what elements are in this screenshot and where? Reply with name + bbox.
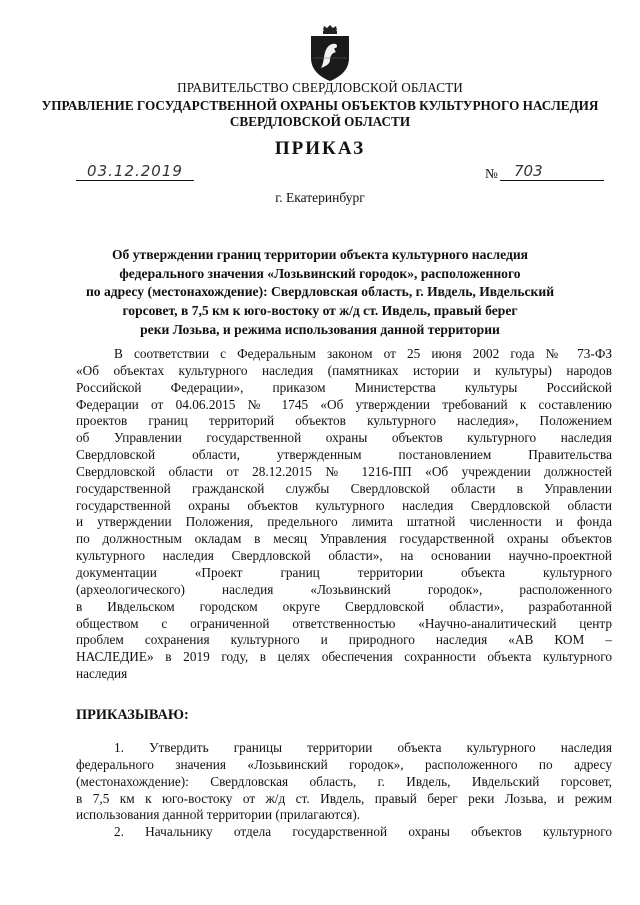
coat-of-arms-icon	[305, 24, 355, 82]
body-line: (археологического) наследия «Лозьвинский городок», расположенного	[76, 581, 612, 597]
preamble-paragraph	[76, 346, 612, 683]
department-name	[0, 98, 640, 129]
subject-line: горсовет, в 7,5 км к юго-востоку от ж/д ст. Ивдель, правый берег	[122, 303, 518, 319]
item-line: использования данной территории (прилагаются).	[76, 807, 361, 823]
order-heading: ПРИКАЗЫВАЮ:	[76, 707, 189, 723]
body-line: обществом с ограниченной ответственностью «Научно-аналитический центр	[76, 615, 612, 631]
body-line: государственной гражданской службы Свердловской области в Управлении	[76, 480, 612, 496]
body-line: Свердловской области, утвержденным постановлением Правительства	[76, 447, 612, 463]
body-line: государственной охраны объектов культурного наследия Свердловской области	[76, 497, 612, 513]
body-line: В соответствии с Федеральным законом от 25 июня 2002 года № 73-ФЗ	[114, 346, 612, 361]
document-number: 703	[500, 162, 604, 181]
subject-line: по адресу (местонахождение): Свердловская область, г. Ивдель, Ивдельский	[85, 284, 555, 300]
body-line: Российской Федерации», приказом Министерства культуры Российской	[76, 379, 612, 395]
city: г. Екатеринбург	[275, 190, 365, 205]
order-items	[76, 740, 612, 841]
body-line: Свердловской области от 28.12.2015 № 1216-ПП «Об учреждении должностей	[76, 463, 612, 479]
item-line: (местонахождение): Свердловская область, г. Ивдель, Ивдельский горсовет,	[76, 773, 612, 789]
subject-line: реки Лозьва, и режима использования данной территории	[140, 321, 500, 337]
subject-line: федерального значения «Лозьвинский городок», расположенного	[119, 265, 521, 281]
body-line: НАСЛЕДИЕ» в 2019 году, в целях обеспечения сохранности объекта культурного	[76, 649, 612, 665]
body-line: в Ивдельском городском округе Свердловской области», разработанной	[76, 598, 612, 614]
body-line: проектов границ территорий объектов культурного наследия», Положением	[76, 413, 612, 429]
body-line: по должностным окладам в месяц Управления государственной охраны объектов	[76, 531, 612, 547]
subject-line: Об утверждении границ территории объекта культурного наследия	[111, 247, 529, 262]
body-line: об Управлении государственной охраны объектов культурного наследия	[76, 430, 612, 446]
department-line: СВЕРДЛОВСКОЙ ОБЛАСТИ	[229, 113, 411, 129]
document-title: ПРИКАЗ	[274, 138, 366, 159]
body-line: наследия	[76, 666, 128, 682]
order-subject	[70, 246, 570, 340]
department-line: УПРАВЛЕНИЕ ГОСУДАРСТВЕННОЙ ОХРАНЫ ОБЪЕКТОВ КУЛЬТУРНОГО НАСЛЕДИЯ	[41, 98, 599, 113]
item-line: в 7,5 км к юго-востоку от ж/д ст. Ивдель, правый берег реки Лозьва, и режим	[76, 790, 612, 806]
body-line: культурного наследия Свердловской области», на основании научно-проектной	[76, 548, 612, 564]
government-name: ПРАВИТЕЛЬСТВО СВЕРДЛОВСКОЙ ОБЛАСТИ	[177, 80, 463, 95]
body-line: Федерации от 04.06.2015 № 1745 «Об утверждении требований к составлению	[76, 396, 612, 412]
item-line: федерального значения «Лозьвинский городок», расположенного по адресу	[76, 756, 612, 772]
body-line: и утверждении Положения, предельного лимита штатной численности и фонда	[76, 514, 612, 530]
number-label: №	[485, 166, 498, 181]
item-line: 1. Утвердить границы территории объекта культурного наследия	[114, 740, 612, 755]
body-line: проблем сохранения культурного и природного наследия «АВ КОМ –	[76, 632, 612, 648]
item-line: 2. Начальнику отдела государственной охраны объектов культурного	[114, 824, 612, 840]
body-line: документации «Проект границ территории объекта культурного	[76, 564, 612, 580]
body-line: «Об объектах культурного наследия (памятниках истории и культуры) народов	[76, 362, 612, 378]
document-date: 03.12.2019	[76, 162, 194, 181]
